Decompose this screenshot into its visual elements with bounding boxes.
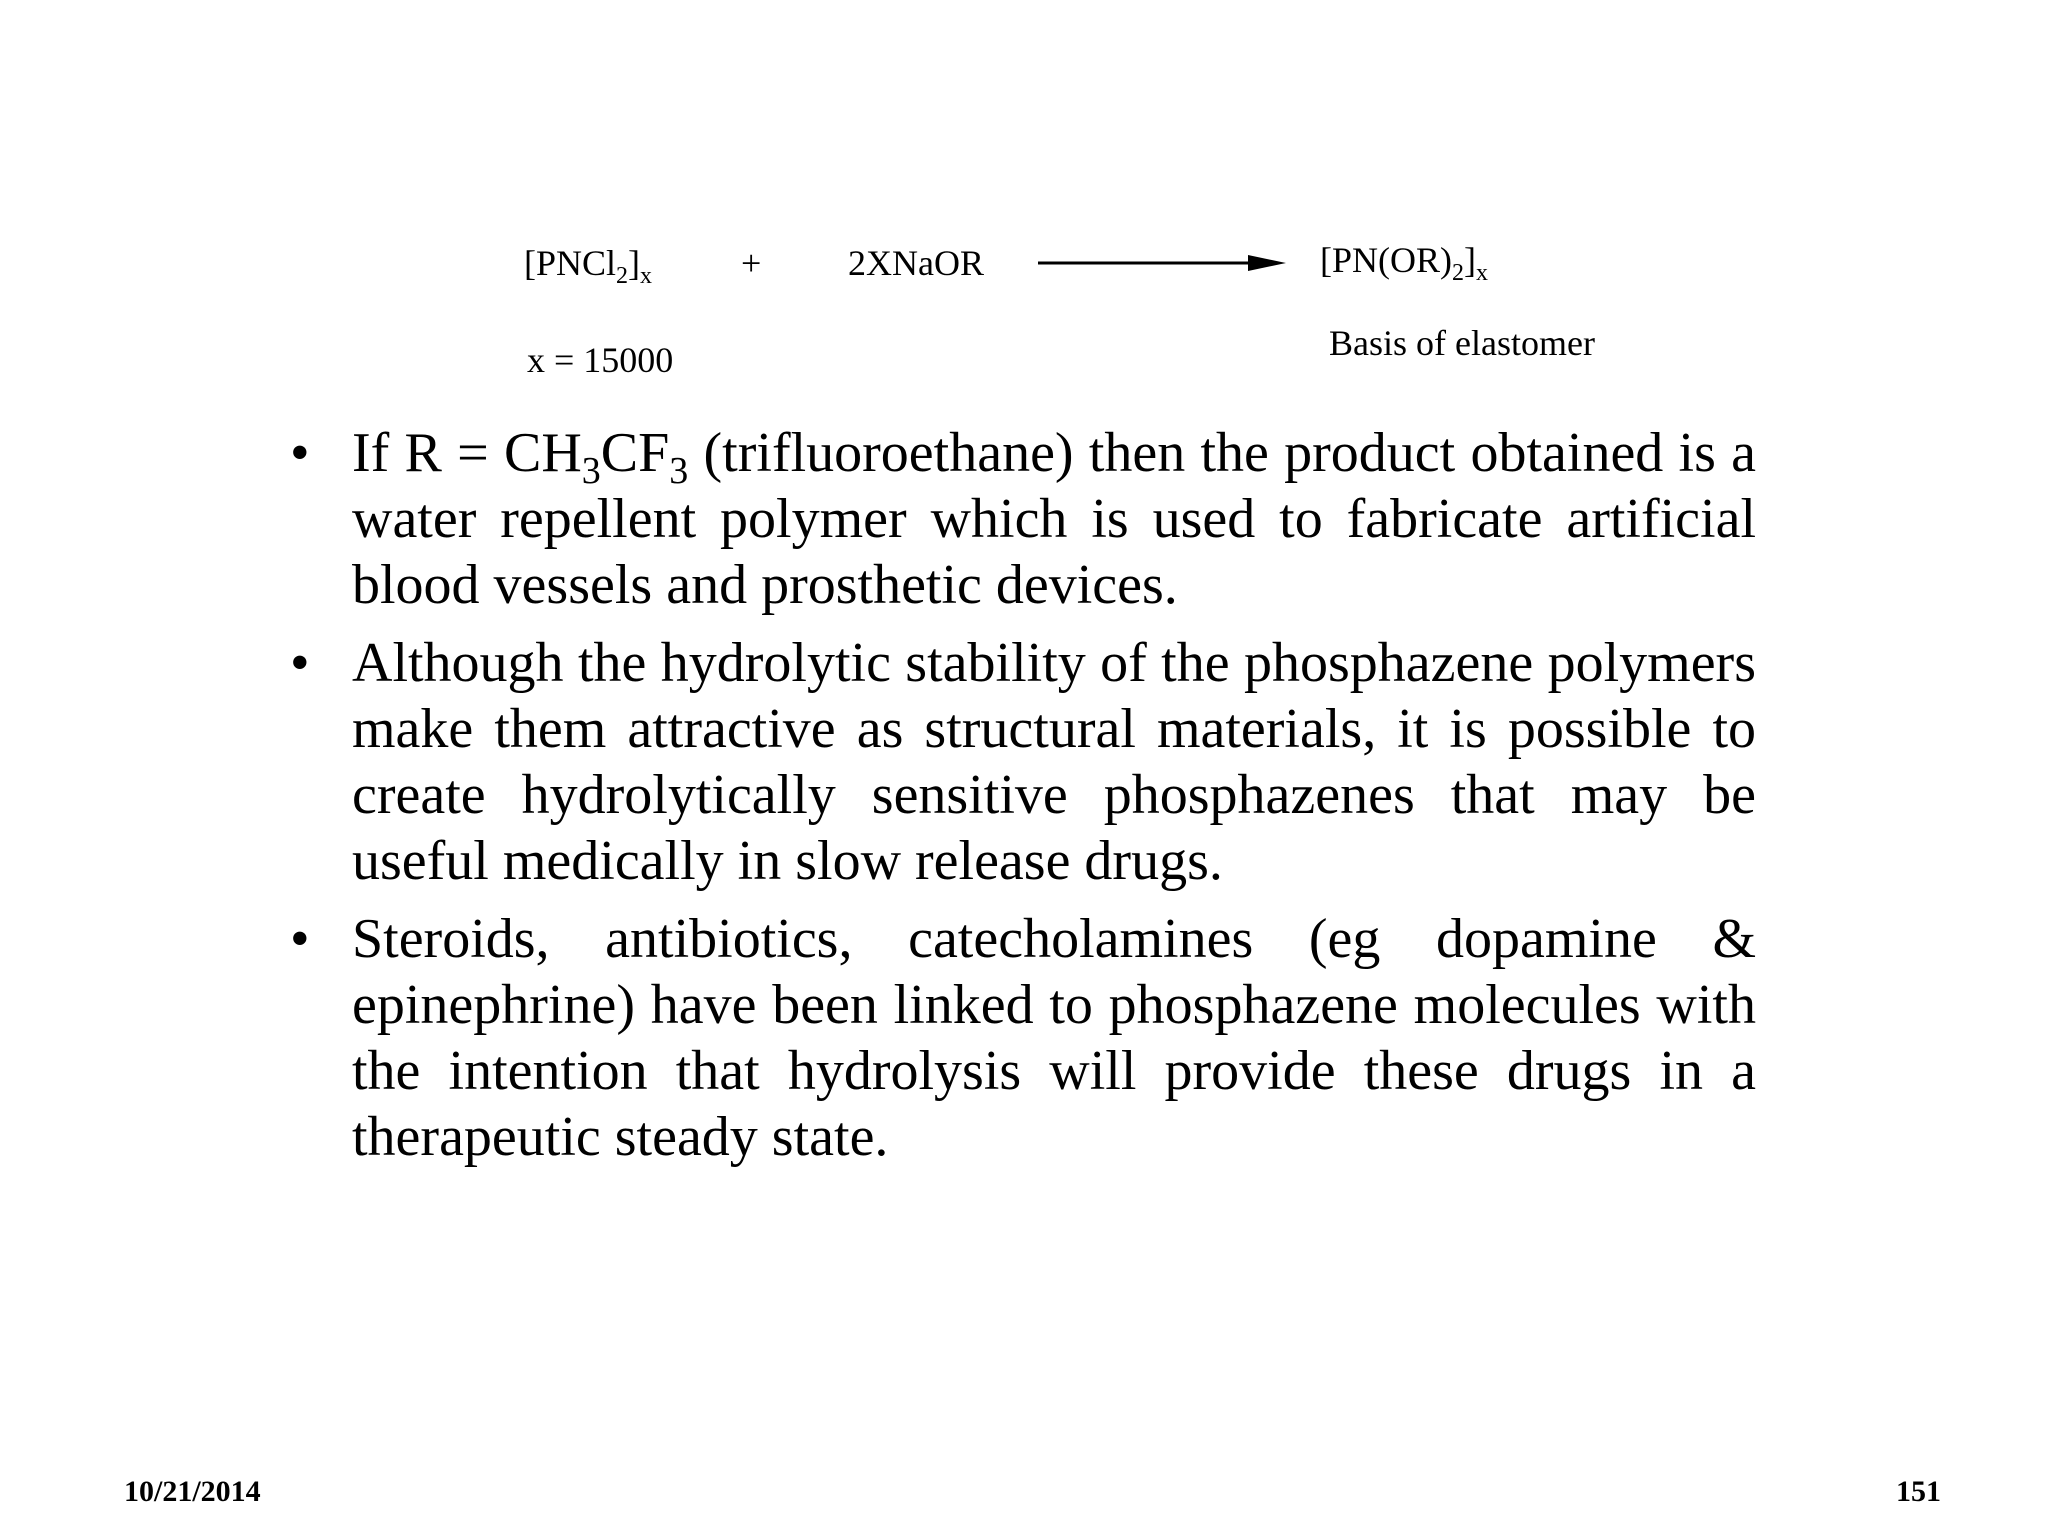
subscript: 3 (669, 450, 689, 492)
product-label: Basis of elastomer (1329, 323, 1595, 363)
bullet-text: Steroids, antibiotics, catecholamines (eg dopamine & epinephrine) have been linked to phosphazene molecules with the intention that hydrolysis will provide these drugs in a therapeutic steady state. (352, 908, 1756, 1168)
equation-product (1320, 240, 1488, 286)
bullet-item (290, 630, 1756, 894)
bullet-icon: • (290, 422, 310, 484)
bullet-list (290, 420, 1756, 1182)
reaction-arrow-icon (1038, 248, 1288, 278)
reactant-subscript: 2 (616, 263, 629, 289)
bullet-item (290, 420, 1756, 618)
footer-date: 10/21/2014 (124, 1475, 261, 1508)
product-subscript: 2 (1452, 260, 1464, 286)
equation-reactant (524, 243, 653, 289)
footer-page-number: 151 (1896, 1475, 1941, 1508)
bullet-text: Although the hydrolytic stability of the phosphazene polymers make them attractive as structural materials, it is possible to create hydrolytically sensitive phosphazenes that may be useful medically in slow release drugs. (352, 632, 1756, 892)
bullet-icon: • (290, 632, 310, 694)
bullet-text-part: (trifluoroethane) then the product obtained is a water repellent polymer which is used to fabricate artificial blood vessels and prosthetic devices. (352, 422, 1756, 616)
bullet-icon: • (290, 908, 310, 970)
product-bracket: ] (1464, 240, 1476, 280)
bullet-text-part: If R = CH (352, 422, 582, 484)
product-main: [PN(OR) (1320, 240, 1452, 280)
reactant-main: [PNCl (524, 243, 617, 283)
bullet-text-part: CF (600, 422, 670, 484)
equation-condition: x = 15000 (527, 340, 674, 380)
reactant-bracket: ] (628, 243, 641, 283)
equation-reagent: 2XNaOR (848, 243, 984, 283)
product-x-subscript: x (1476, 260, 1488, 286)
reactant-x-subscript: x (640, 263, 653, 289)
bullet-item (290, 906, 1756, 1170)
subscript: 3 (581, 450, 601, 492)
equation-plus: + (741, 243, 762, 283)
